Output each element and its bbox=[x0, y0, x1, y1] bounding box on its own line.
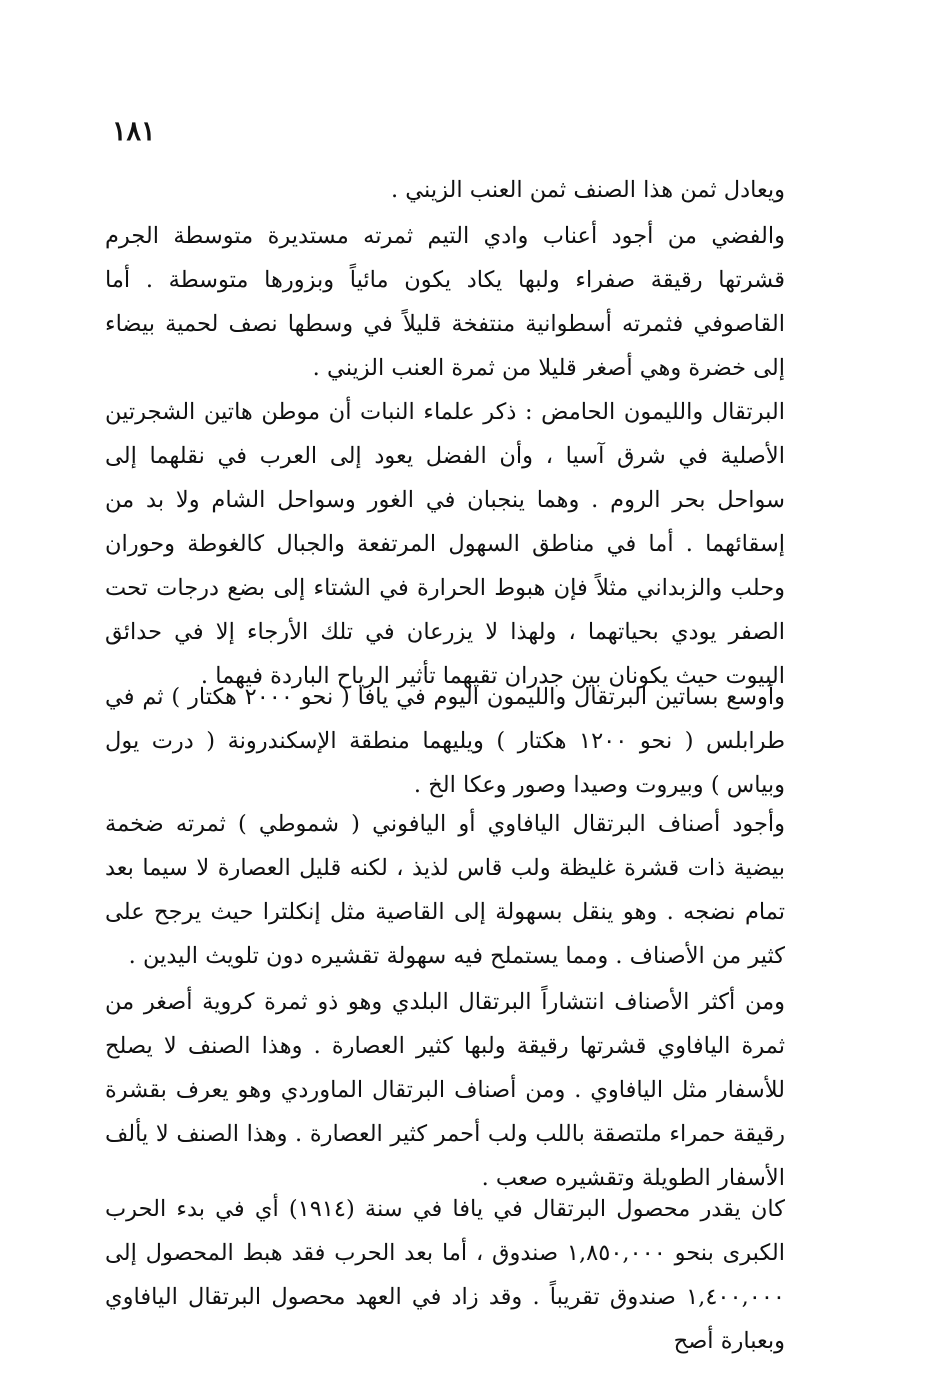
paragraph-jaffa-orange: وأجود أصناف البرتقال اليافاوي أو اليافوني ( شموطي ) ثمرته ضخمة بيضية ذات قشرة غليظة ولب قاس لذيذ ، لكنه قليل العصارة لا سيما بعد تمام نضجه . وهو ينقل بسهولة إلى القاصية مثل إنكلترا حيث يرجح على كثير من الأصناف . ومما يستملح فيه سهولة تقشيره دون تلويث اليدين . bbox=[105, 811, 785, 969]
paragraph-fiddi-grape: والفضي من أجود أعناب وادي التيم ثمرته مستديرة متوسطة الجرم قشرتها رقيقة صفراء ولبها يكاد يكون مائياً وبزورها متوسطة . أما القاصوفي فثمرته أسطوانية منتفخة قليلاً في وسطها نصف لحمية بيضاء إلى خضرة وهي أصغر قليلا من ثمرة العنب الزيني . bbox=[105, 223, 785, 381]
paragraph-orange-harvest: كان يقدر محصول البرتقال في يافا في سنة (١٩١٤) أي في بدء الحرب الكبرى بنحو ١,٨٥٠,٠٠٠ صندوق ، أما بعد الحرب فقد هبط المحصول إلى ١,٤٠٠,٠٠٠ صندوق تقريباً . وقد زاد في العهد محصول البرتقال اليافاوي وبعبارة أصح bbox=[105, 1196, 786, 1354]
paragraph-baladi-orange: ومن أكثر الأصناف انتشاراً البرتقال البلدي وهو ذو ثمرة كروية أصغر من ثمرة اليافاوي قشرتها رقيقة ولبها كثير العصارة . وهذا الصنف لا يصلح للأسفار مثل اليافاوي . ومن أصناف البرتقال الماوردي وهو يعرف بقشرة رقيقة حمراء ملتصقة باللب ولب أحمر كثير العصارة . وهذا الصنف لا يألف الأسفار الطويلة وتقشيره صعب . bbox=[105, 989, 785, 1191]
paragraph-orange-lemon-origin: البرتقال والليمون الحامض : ذكر علماء النبات أن موطن هاتين الشجرتين الأصلية في شرق آسيا ، وأن الفضل يعود إلى العرب في نقلهما إلى سواحل بحر الروم . وهما ينجبان في الغور وسواحل الشام ولا بد من إسقائهما . أما في مناطق السهول المرتفعة والجبال كالغوطة وحوران وحلب والزبداني مثلاً فإن هبوط الحرارة في الشتاء إلى بضع درجات تحت الصفر يودي بحياتهما ، ولهذا لا يزرعان في تلك الأرجاء إلا في حدائق البيوت حيث يكونان بين جدران تقيهما تأثير الرياح الباردة فيهما . bbox=[105, 399, 785, 689]
page-body bbox=[105, 168, 786, 1354]
paragraph-zaini-grape-price: ويعادل ثمن هذا الصنف ثمن العنب الزيني . bbox=[390, 177, 785, 203]
paragraph-orange-groves: وأوسع بساتين البرتقال والليمون اليوم في يافا ( نحو ٢٠٠٠ هكتار ) ثم في طرابلس ( نحو ١٢٠٠ هكتار ) ويليهما منطقة الإسكندرونة ( درت يول وبياس ) وبيروت وصيدا وصور وعكا الخ . bbox=[105, 684, 786, 798]
page-number: ١٨١ bbox=[112, 116, 156, 147]
